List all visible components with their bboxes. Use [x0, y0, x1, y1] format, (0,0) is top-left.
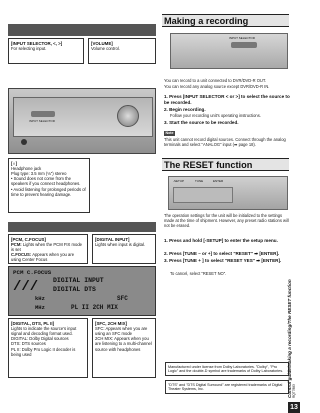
pcm-desc: Lights when the PCM FIX mode is set: [11, 241, 82, 252]
input-selector-desc: For selecting input.: [11, 45, 47, 51]
display-panel-image: [8, 266, 156, 316]
lcd-khz: kHz: [35, 295, 45, 302]
note-badge: Note: [165, 131, 174, 135]
lcd-row-dts: DIGITAL DTS: [53, 286, 96, 293]
volume-callout: [88, 38, 156, 64]
volume-desc: Volume control.: [91, 45, 120, 51]
doc-code: RQT7883: [292, 384, 296, 398]
recording-note: This unit cannot record digital sources. Connect through the analog terminals and select "ANALOG" input (➡ page 18).: [164, 137, 286, 148]
digital-dts-callout: [8, 318, 88, 378]
front-panel-image: [8, 88, 156, 154]
recording-intro-1: You can record to a unit connected to DVR/DVD-R OUT.: [164, 78, 267, 83]
digital-input-title: [DIGITAL INPUT]: [95, 236, 130, 242]
volume-title: [VOLUME]: [91, 40, 113, 46]
digital-input-desc: Lights when input is digital.: [95, 241, 146, 247]
input-selector-callout: [8, 38, 84, 64]
panel-label: INPUT SELECTOR: [29, 119, 55, 123]
headphone-line: • Avoid listening for prolonged periods of time to prevent hearing damage.: [11, 186, 86, 197]
section-sidebar: Control guide/Making a recording/The RESET function: [287, 279, 292, 398]
recording-diagram-buttons: [231, 42, 257, 48]
cfocus-desc: Appears when you are using Center Focus: [11, 252, 75, 263]
reset-label-setup: -SETUP: [173, 179, 185, 183]
recording-diagram-label: INPUT SELECTOR: [229, 36, 255, 40]
recording-title: Making a recording: [164, 16, 249, 26]
reset-step-2: 2. Press [TUNE – or +] to select "RESET" ➡ [ENTER].: [164, 251, 280, 256]
input-selector-title: [INPUT SELECTOR, <, >]: [11, 40, 63, 46]
reset-title: The RESET function: [164, 160, 253, 170]
headphone-title: [∩]: [11, 160, 18, 166]
recording-intro-2: You can record any analog source except DVR/DVD-R IN.: [164, 84, 270, 89]
sfc-callout: [92, 318, 156, 378]
digital-dts-title: [DIGITAL, DTS, PL II]: [11, 320, 55, 326]
license-dolby: Manufactured under license from Dolby Laboratories. "Dolby", "Pro Logic" and the double-D symbol are trademarks of Dolby Laboratories.: [165, 362, 289, 376]
reset-label-enter: ENTER: [213, 179, 224, 183]
pcm-callout: [8, 234, 88, 264]
volume-knob: [117, 105, 139, 127]
recording-step-2: 2. Begin recording.: [164, 107, 206, 112]
headphone-callout: [8, 158, 90, 213]
reset-step-3: 3. Press [TUNE + ] to select "RESET YES" ➡ [ENTER].: [164, 258, 282, 263]
lcd-row-digital-input: DIGITAL INPUT: [53, 277, 104, 284]
pcm-title: [PCM, C.FOCUS]: [11, 236, 46, 242]
digital-dts-line: Lights to indicate the source's input signal and decoding format used.: [11, 325, 77, 336]
lcd-pl2: PL II 2CH MIX: [71, 304, 118, 311]
lcd-row-pcm: PCM C.FOCUS: [13, 269, 52, 276]
reset-diagram: [168, 176, 288, 210]
sfc-line: SFC: Appears when you are using an SFC mode: [95, 325, 148, 336]
reset-cancel-text: To cancel, select "RESET NO".: [170, 271, 227, 276]
reset-label-tune: TUNE: [195, 179, 204, 183]
recording-heading: [162, 14, 289, 27]
digital-input-callout: [92, 234, 156, 264]
recording-step-2-detail: Follow your recording unit's operating instructions.: [170, 113, 261, 118]
sfc-line: 2CH MIX: Appears when you are listening to a multi-channel source with headphones: [95, 336, 152, 352]
recording-diagram: [170, 33, 288, 69]
license-dts: "DTS" and "DTS Digital Surround" are registered trademarks of Digital Theater Systems, Inc.: [165, 380, 289, 394]
mid-grey-band: [8, 222, 156, 232]
headphone-line: Plug type: 3.5 mm (⅛") stereo: [11, 170, 67, 176]
reset-heading: [162, 158, 289, 171]
reset-diagram-face: [173, 187, 233, 203]
headphone-line: • Sound does not come from the speakers if you connect headphones.: [11, 176, 81, 187]
digital-dts-line: DTS: DTS sources: [11, 341, 46, 347]
lcd-mhz: MHz: [35, 304, 45, 311]
lcd-sfc: SFC: [117, 295, 128, 302]
headphone-jack: [21, 139, 27, 145]
headphone-line: Headphone jack: [11, 165, 42, 171]
recording-step-3: 3. Start the source to be recorded.: [164, 120, 239, 125]
reset-step-1: 1. Press and hold [-SETUP] to enter the setup menu.: [164, 238, 278, 243]
digital-dts-line: PL II: Dolby Pro Logic II decoder is being used: [11, 346, 76, 357]
digital-dts-line: DIGITAL: Dolby Digital sources: [11, 336, 69, 342]
page-number: 13: [288, 402, 300, 413]
input-selector-knob: [31, 111, 55, 117]
reset-intro: The operation settings for the unit will be initialized to the settings made at the time of shipment. However, any preset radio stations will not be erased.: [164, 213, 289, 229]
pcm-label: PCM:: [11, 241, 22, 247]
lcd-big-digits: ///: [13, 279, 39, 295]
recording-step-1: 1. Press [INPUT SELECTOR < or >] to select the source to be recorded.: [164, 94, 290, 105]
sfc-title: [SFC, 2CH MIX]: [95, 320, 127, 326]
cfocus-label: C.FOCUS:: [11, 252, 32, 258]
top-grey-band: [8, 24, 156, 36]
